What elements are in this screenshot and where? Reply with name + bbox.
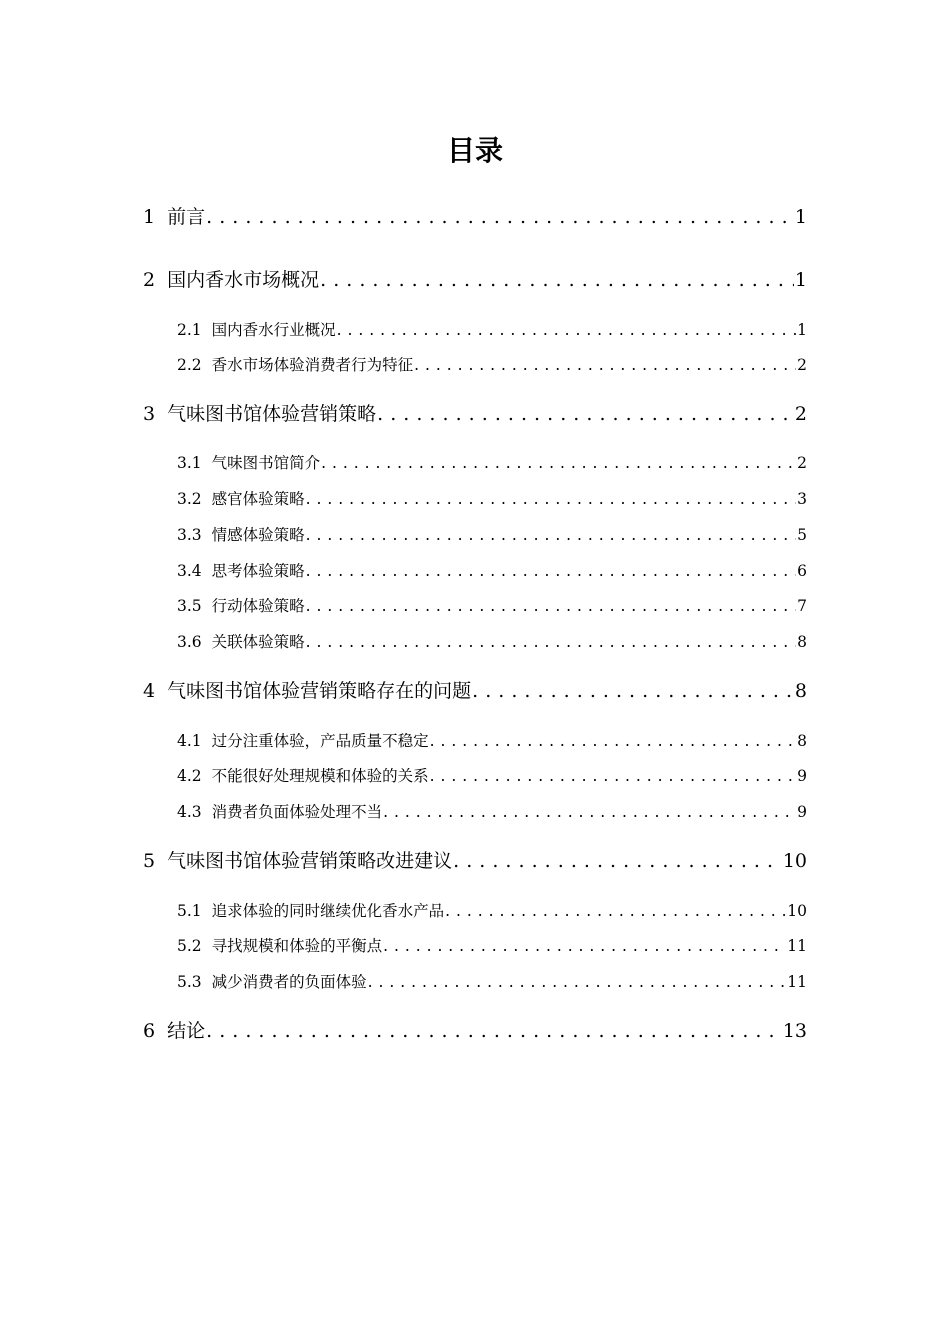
toc-number: 3.2 [177, 490, 202, 508]
toc-number: 2.1 [177, 321, 202, 339]
toc-entry-2[interactable] [143, 265, 807, 295]
toc-page-number: 13 [782, 1020, 807, 1042]
toc-page-number: 2 [797, 454, 807, 472]
toc-title: 国内香水市场概况 [167, 269, 320, 291]
toc-entry-5-3[interactable] [177, 970, 807, 994]
toc-title: 气味图书馆体验营销策略 [167, 403, 377, 425]
toc-entry-2-1[interactable] [177, 318, 807, 342]
dot-leader [306, 594, 796, 618]
toc-title: 前言 [167, 206, 206, 228]
toc-number: 4.3 [177, 803, 202, 821]
toc-number: 3.4 [177, 562, 202, 580]
dot-leader [306, 487, 796, 511]
toc-number: 5.1 [177, 902, 202, 920]
dot-leader [368, 970, 787, 994]
toc-title: 气味图书馆体验营销策略改进建议 [167, 850, 453, 872]
toc-number: 5.3 [177, 973, 202, 991]
toc-page-number: 8 [797, 633, 807, 651]
toc-page-number: 10 [787, 902, 807, 920]
dot-leader [383, 934, 786, 958]
dot-leader [445, 899, 786, 923]
dot-leader [320, 265, 794, 295]
toc-page-number: 1 [794, 269, 807, 291]
dot-leader [414, 353, 796, 377]
toc-title: 不能很好处理规模和体验的关系 [211, 767, 429, 785]
toc-page-number: 9 [797, 767, 807, 785]
toc-entry-6[interactable] [143, 1016, 807, 1046]
dot-leader [430, 729, 796, 753]
toc-page-number: 11 [787, 973, 807, 991]
toc-number: 4.2 [177, 767, 202, 785]
dot-leader [206, 1016, 782, 1046]
toc-number: 3 [143, 403, 156, 425]
dot-leader [430, 764, 796, 788]
toc-entry-5[interactable] [143, 846, 807, 876]
toc-entry-4-1[interactable] [177, 729, 807, 753]
toc-entry-2-2[interactable] [177, 353, 807, 377]
toc-entry-3-2[interactable] [177, 487, 807, 511]
toc-title: 国内香水行业概况 [211, 321, 336, 339]
dot-leader [383, 800, 796, 824]
toc-title: 情感体验策略 [211, 526, 305, 544]
toc-page-number: 6 [797, 562, 807, 580]
toc-title: 气味图书馆简介 [211, 454, 321, 472]
page-title: 目录 [446, 134, 503, 167]
toc-title: 关联体验策略 [211, 633, 305, 651]
dot-leader [306, 559, 796, 583]
toc-title: 气味图书馆体验营销策略存在的问题 [167, 680, 472, 702]
toc-number: 4 [143, 680, 156, 702]
dot-leader [306, 630, 796, 654]
toc-entry-3-4[interactable] [177, 559, 807, 583]
toc-page-number: 5 [797, 526, 807, 544]
toc-number: 3.1 [177, 454, 202, 472]
dot-leader [377, 399, 794, 429]
toc-page-number: 2 [794, 403, 807, 425]
toc-number: 1 [143, 206, 156, 228]
toc-title: 香水市场体验消费者行为特征 [211, 356, 414, 374]
dot-leader [206, 202, 794, 232]
toc-title: 追求体验的同时继续优化香水产品 [211, 902, 445, 920]
toc-page-number: 9 [797, 803, 807, 821]
toc-page-number: 1 [797, 321, 807, 339]
toc-entry-3-1[interactable] [177, 451, 807, 475]
toc-number: 5 [143, 850, 156, 872]
toc-entry-3-5[interactable] [177, 594, 807, 618]
toc-number: 4.1 [177, 732, 202, 750]
toc-title: 消费者负面体验处理不当 [211, 803, 383, 821]
toc-entry-3-3[interactable] [177, 523, 807, 547]
toc-entry-3[interactable] [143, 399, 807, 429]
dot-leader [321, 451, 796, 475]
toc-title: 行动体验策略 [211, 597, 305, 615]
toc-entry-4-3[interactable] [177, 800, 807, 824]
toc-entry-5-2[interactable] [177, 934, 807, 958]
toc-page-number: 8 [797, 732, 807, 750]
toc-entry-1[interactable] [143, 202, 807, 232]
toc-number: 3.6 [177, 633, 202, 651]
toc-title: 结论 [167, 1020, 206, 1042]
toc-entry-5-1[interactable] [177, 899, 807, 923]
toc-page-number: 3 [797, 490, 807, 508]
toc-title: 思考体验策略 [211, 562, 305, 580]
toc-page-number: 2 [797, 356, 807, 374]
dot-leader [337, 318, 796, 342]
dot-leader [453, 846, 782, 876]
toc-page-number: 11 [787, 937, 807, 955]
dot-leader [472, 676, 794, 706]
toc-page-number: 8 [794, 680, 807, 702]
toc-number: 3.3 [177, 526, 202, 544]
toc-page-number: 10 [782, 850, 807, 872]
toc-number: 2 [143, 269, 156, 291]
toc-page-number: 1 [794, 206, 807, 228]
toc-entry-4[interactable] [143, 676, 807, 706]
toc-title: 过分注重体验，产品质量不稳定 [211, 732, 429, 750]
toc-page-number: 7 [797, 597, 807, 615]
toc-title: 感官体验策略 [211, 490, 305, 508]
dot-leader [306, 523, 796, 547]
toc-title: 减少消费者的负面体验 [211, 973, 367, 991]
toc-number: 3.5 [177, 597, 202, 615]
toc-entry-3-6[interactable] [177, 630, 807, 654]
toc-title: 寻找规模和体验的平衡点 [211, 937, 383, 955]
toc-number: 2.2 [177, 356, 202, 374]
toc-number: 6 [143, 1020, 156, 1042]
toc-number: 5.2 [177, 937, 202, 955]
toc-entry-4-2[interactable] [177, 764, 807, 788]
